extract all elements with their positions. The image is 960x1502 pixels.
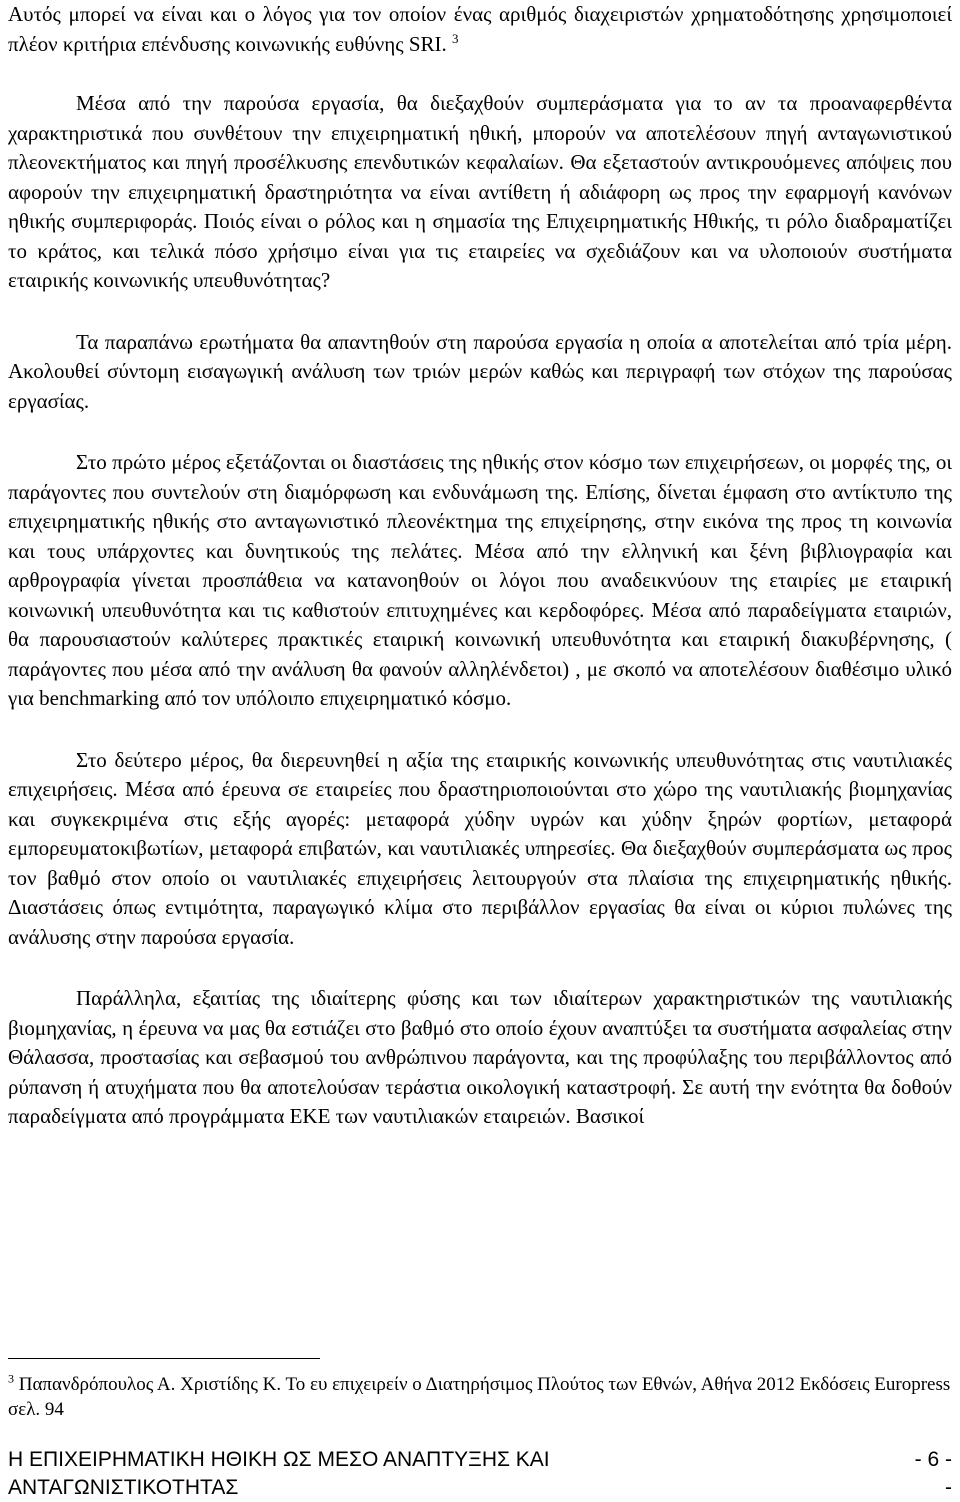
intro-text: Αυτός μπορεί να είναι και ο λόγος για τον οποίον ένας αριθμός διαχειριστών χρηματοδότησης χρησιμοποιεί πλέον κριτήρια επένδυσης κοινωνικής ευθύνης SRI.: [8, 2, 952, 56]
body-paragraph: Στο πρώτο μέρος εξετάζονται οι διαστάσεις της ηθικής στον κόσμο των επιχειρήσεων, οι μορφές της, οι παράγοντες που συντελούν στη διαμόρφωση και ενδυνάμωση της. Επίσης, δίνεται έμφαση στο αντίκτυπο της επιχειρηματικής ηθικής στο ανταγωνιστικό πλεονέκτημα της επιχείρησης, στην εικόνα της προς τη κοινωνία και τους υπάρχοντες και δυνητικούς της πελάτες. Μέσα από την ελληνική και ξένη βιβλιογραφία και αρθρογραφία γίνεται προσπάθεια να κατανοηθούν οι λόγοι που αναδεικνύουν της εταιρίες με εταιρική κοινωνική υπευθυνότητα και τις καθιστούν επιτυχημένες και κερδοφόρες. Μέσα από παραδείγματα εταιριών, θα παρουσιαστούν καλύτερες πρακτικές εταιρική κοινωνική υπευθυνότητα και εταιρική διακυβέρνησης, ( παράγοντες που μέσα από την ανάλυση θα φανούν αλληλένδετοι) , με σκοπό να αποτελέσουν διαθέσιμο υλικό για benchmarking από τον υπόλοιπο επιχειρηματικό κόσμο.: [8, 450, 952, 710]
footnote-reference: 3: [452, 30, 459, 46]
footnote-text: Παπανδρόπουλος Α. Χριστίδης Κ. Το ευ επιχειρείν ο Διατηρήσιμος Πλούτος των Εθνών, Αθήνα 2012 Εκδόσεις Europress σελ. 94: [8, 1374, 951, 1420]
footnote-number: 3: [8, 1371, 14, 1386]
footer-dash: -: [945, 1476, 952, 1499]
footnote: [8, 1372, 952, 1422]
body-paragraph: Μέσα από την παρούσα εργασία, θα διεξαχθούν συμπεράσματα για το αν τα προαναφερθέντα χαρακτηριστικά που συνθέτουν την επιχειρηματική ηθική, μπορούν να αποτελέσουν πηγή ανταγωνιστικού πλεονεκτήματος και πηγή προσέλκυσης επενδυτικών κεφαλαίων. Θα εξεταστούν αντικρουόμενες απόψεις που αφορούν την επιχειρηματική δραστηριότητα να είναι αντίθετη ή αδιάφορη ως προς την εφαρμογή κανόνων ηθικής συμπεριφοράς. Ποιός είναι ο ρόλος και η σημασία της Επιχειρηματικής Ηθικής, τι ρόλο διαδραματίζει το κράτος, και τελικά πόσο χρήσιμο είναι για τις εταιρείες να σχεδιάζουν και να υλοποιούν συστήματα εταιρικής κοινωνικής υπευθυνότητας?: [8, 91, 952, 292]
intro-paragraph: [8, 0, 952, 59]
footer-title-continued: ΑΝΤΑΓΩΝΙΣΤΙΚΟΤΗΤΑΣ: [8, 1476, 239, 1499]
page-footer: [8, 1446, 952, 1502]
page-number: - 6 -: [914, 1448, 952, 1471]
footnote-separator: [8, 1358, 320, 1359]
body-paragraph: Παράλληλα, εξαιτίας της ιδιαίτερης φύσης και των ιδιαίτερων χαρακτηριστικών της ναυτιλιακής βιομηχανίας, η έρευνα να μας θα εστιάζει στο βαθμό στο οποίο έχουν αναπτύξει τα συστήματα ασφαλείας στην Θάλασσα, προστασίας και σεβασμού του ανθρώπινου παράγοντα, και της προφύλαξης του περιβάλλοντος από ρύπανση ή ατυχήματα που θα αποτελούσαν τεράστια οικολογική καταστροφή. Σε αυτή την ενότητα θα δοθούν παραδείγματα από προγράμματα ΕΚΕ των ναυτιλιακών εταιρειών. Βασικοί: [8, 986, 952, 1128]
document-page: [8, 0, 952, 1132]
footer-title: Η ΕΠΙΧΕΙΡΗΜΑΤΙΚΗ ΗΘΙΚΗ ΩΣ ΜΕΣΟ ΑΝΑΠΤΥΞΗΣ ΚΑΙ: [8, 1448, 550, 1471]
body-paragraph: Στο δεύτερο μέρος, θα διερευνηθεί η αξία της εταιρικής κοινωνικής υπευθυνότητας στις ναυτιλιακές επιχειρήσεις. Μέσα από έρευνα σε εταιρείες που δραστηριοποιούνται στο χώρο της ναυτιλιακής βιομηχανίας και συγκεκριμένα στις εξής αγορές: μεταφορά χύδην υγρών και χύδην ξηρών φορτίων, μεταφορά εμπορευματοκιβωτίων, μεταφορά επιβατών, και ναυτιλιακές υπηρεσίες. Θα διεξαχθούν συμπεράσματα ως προς τον βαθμό στον οποίο οι ναυτιλιακές επιχειρήσεις λειτουργούν στα πλαίσια της επιχειρηματικής ηθικής. Διαστάσεις όπως εντιμότητα, παραγωγικό κλίμα στο περιβάλλον εργασίας θα είναι οι κύριοι πυλώνες της ανάλυσης στην παρούσα εργασία.: [8, 747, 952, 949]
body-paragraph: Τα παραπάνω ερωτήματα θα απαντηθούν στη παρούσα εργασία η οποία α αποτελείται από τρία μέρη. Ακολουθεί σύντομη εισαγωγική ανάλυση των τριών μερών καθώς και περιγραφή των στόχων της παρούσας εργασίας.: [8, 329, 952, 413]
